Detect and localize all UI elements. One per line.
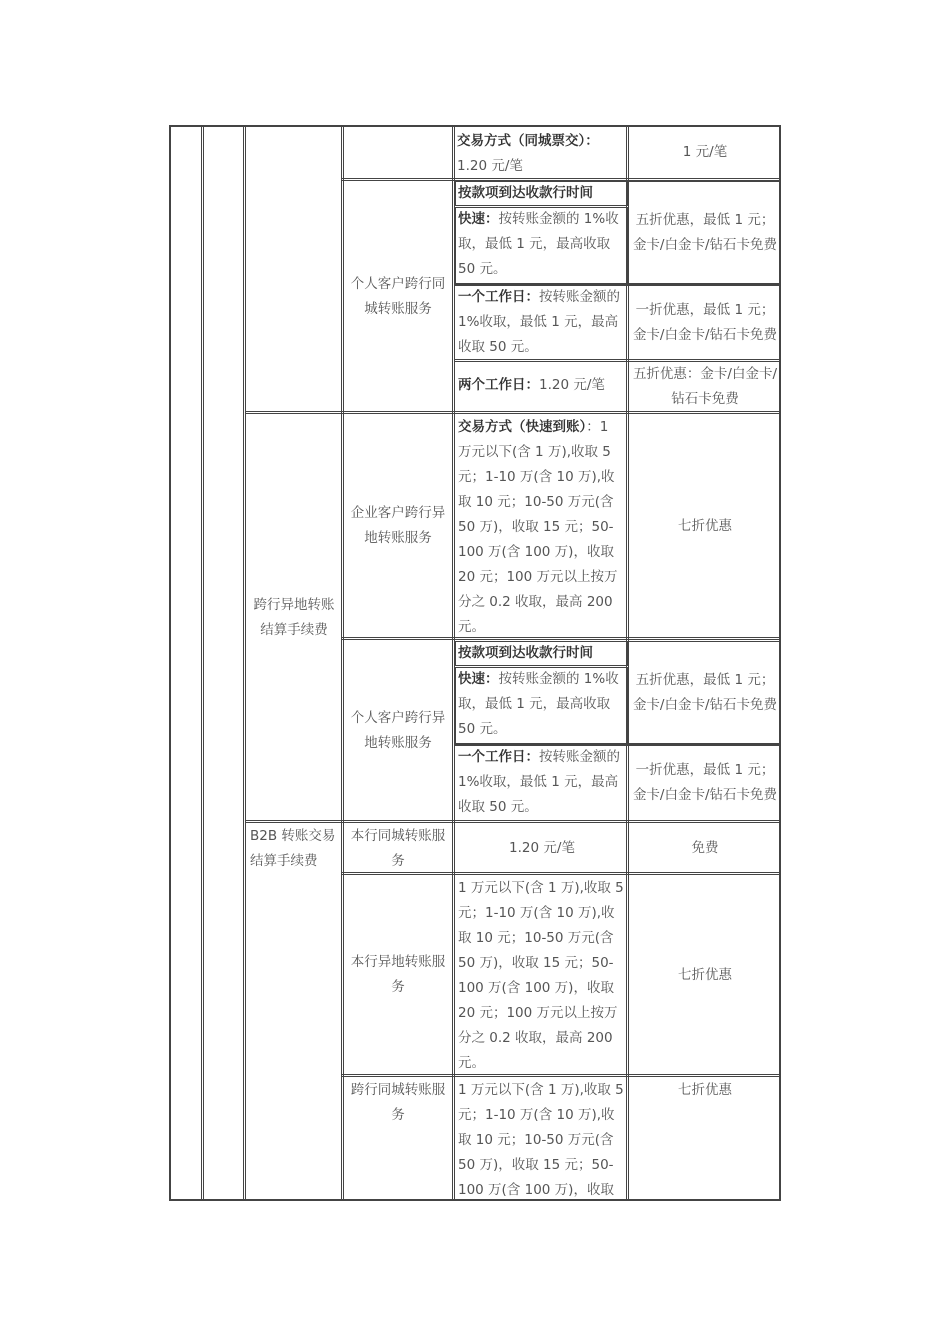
col-divider — [341, 127, 344, 1199]
col-divider — [243, 127, 246, 1199]
category-cell: B2B 转账交易结算手续费 — [250, 828, 336, 869]
service-cell: 本行异地转账服务 — [350, 954, 446, 995]
service-cell: 跨行同城转账服务 — [350, 1082, 446, 1123]
service-cell: 个人客户跨行异地转账服务 — [350, 709, 446, 751]
one-day-discount: 一折优惠，最低 1 元；金卡/白金卡/钻石卡免费 — [632, 762, 778, 803]
one-day-cell — [458, 285, 626, 360]
one-day-cell — [458, 745, 626, 820]
fast-cell — [458, 207, 626, 282]
service-cell: 企业客户跨行异地转账服务 — [350, 505, 446, 546]
two-day-discount: 五折优惠：金卡/白金卡/钻石卡免费 — [632, 366, 778, 407]
one-day-text: 按转账金额的 1%收取，最低 1 元，最高收取 50 元。 — [458, 749, 620, 815]
discount-cell: 七折优惠 — [678, 517, 732, 534]
col-divider — [201, 127, 204, 1199]
method-cell — [458, 415, 626, 640]
fee-cell: 1 万元以下(含 1 万),收取 5 元；1-10 万(含 10 万),收取 10 元；10-50 万元(含 50 万)，收取 15 元；50-100 万(含 100 万)，收取 20 元；100 万元以上按万分之 0.2 收取，最高 200 元。 — [458, 880, 624, 1071]
two-day-text: 1.20 元/笔 — [539, 377, 605, 393]
method-cell — [457, 129, 625, 179]
fee-cell: 1.20 元/笔 — [509, 839, 575, 856]
fee-table — [169, 125, 781, 1201]
fee-cell: 1 万元以下(含 1 万),收取 5 元；1-10 万(含 10 万),收取 10 元；10-50 万元(含 50 万)，收取 15 元；50-100 万(含 100 万)，收取 — [458, 1082, 624, 1198]
discount-cell: 七折优惠 — [678, 966, 732, 983]
discount-cell: 1 元/笔 — [682, 144, 728, 160]
sub-header — [458, 641, 626, 666]
discount-cell: 七折优惠 — [678, 1082, 732, 1098]
discount-cell: 免费 — [691, 839, 719, 856]
method-value: 1.20 元/笔 — [457, 158, 523, 174]
method-label: 交易方式（快速到账） — [458, 419, 587, 435]
sub-header-text: 按款项到达收款行时间 — [458, 185, 593, 201]
sub-header-text: 按款项到达收款行时间 — [458, 645, 593, 661]
fast-discount: 五折优惠，最低 1 元；金卡/白金卡/钻石卡免费 — [632, 212, 778, 253]
fast-text: 按转账金额的 1%收取，最低 1 元，最高收取 50 元。 — [458, 211, 619, 277]
two-day-cell — [458, 373, 626, 398]
one-day-discount: 一折优惠，最低 1 元；金卡/白金卡/钻石卡免费 — [632, 302, 778, 343]
category-cell: 跨行异地转账结算手续费 — [253, 596, 335, 638]
fast-discount: 五折优惠，最低 1 元；金卡/白金卡/钻石卡免费 — [632, 672, 778, 713]
sub-header — [458, 181, 626, 206]
fast-text: 按转账金额的 1%收取，最低 1 元，最高收取 50 元。 — [458, 671, 619, 737]
two-day-label: 两个工作日： — [458, 377, 539, 393]
fast-label: 快速： — [458, 671, 499, 687]
one-day-text: 按转账金额的 1%收取，最低 1 元，最高收取 50 元。 — [458, 289, 620, 355]
service-cell: 个人客户跨行同城转账服务 — [350, 275, 446, 317]
method-text: ：1 万元以下(含 1 万),收取 5 元；1-10 万(含 10 万),收取 10 元；10-50 万元(含 50 万)，收取 15 元；50-100 万(含 100 万)，收取 20 元；100 万元以上按万分之 0.2 收取，最高 200 元。 — [458, 419, 618, 635]
method-label: 交易方式（同城票交）： — [457, 133, 599, 149]
one-day-label: 一个工作日： — [458, 749, 539, 765]
fast-cell — [458, 667, 626, 742]
one-day-label: 一个工作日： — [458, 289, 539, 305]
service-cell: 本行同城转账服务 — [350, 828, 446, 869]
fast-label: 快速： — [458, 211, 499, 227]
